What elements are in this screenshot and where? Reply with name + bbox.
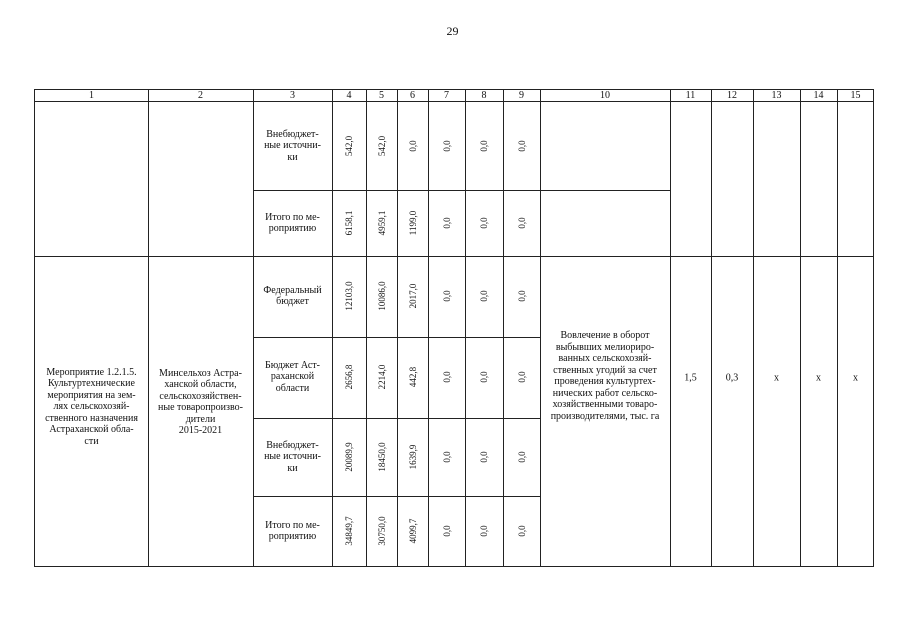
value-cell: 30750,0 xyxy=(376,516,387,546)
column-rule xyxy=(837,90,838,566)
column-header-6: 6 xyxy=(410,90,415,101)
source-label: Итого по ме- роприятию xyxy=(265,519,320,542)
column-header-5: 5 xyxy=(379,90,384,101)
value-cell: 0,0 xyxy=(479,371,489,383)
program-table xyxy=(34,89,874,567)
column-header-14: 14 xyxy=(813,90,824,101)
value-cell: 542,0 xyxy=(344,135,354,157)
value-cell: 0,0 xyxy=(479,451,489,463)
row-rule xyxy=(253,418,540,419)
value-cell: 0,0 xyxy=(407,140,418,152)
value-cell: 2656,8 xyxy=(344,364,354,390)
value-cell: 0,0 xyxy=(441,290,452,302)
name: Мероприятие 1.2.1.5. Культуртехнические мероприятия на зем- лях сельскохозяй- ственного назначения Астраханской обла- сти xyxy=(45,366,138,447)
value-cell: 0,0 xyxy=(441,217,452,229)
value-cell: 0,0 xyxy=(479,290,489,302)
column-rule xyxy=(540,90,541,566)
value-cell: 542,0 xyxy=(376,135,387,157)
column-header-8: 8 xyxy=(481,90,487,101)
indicator-value-c13: x xyxy=(774,372,779,384)
column-rule xyxy=(253,90,254,566)
column-header-4: 4 xyxy=(346,90,352,101)
column-rule xyxy=(503,90,504,566)
value-cell: 442,8 xyxy=(407,366,418,388)
value-cell: 10086,0 xyxy=(376,281,387,311)
value-cell: 0,0 xyxy=(441,451,452,463)
source-label: Внебюджет- ные источни- ки xyxy=(264,128,321,163)
indicator-value-c14: x xyxy=(816,372,821,384)
column-header-2: 2 xyxy=(198,90,203,101)
value-cell: 0,0 xyxy=(516,371,527,383)
value-cell: 0,0 xyxy=(479,217,489,229)
value-cell: 4959,1 xyxy=(376,210,387,236)
column-rule xyxy=(800,90,801,566)
value-cell: 0,0 xyxy=(441,140,452,152)
value-cell: 20089,9 xyxy=(344,442,354,472)
value-cell: 18450,0 xyxy=(376,442,387,472)
value-cell: 0,0 xyxy=(516,290,527,302)
source-label: Внебюджет- ные источни- ки xyxy=(264,439,321,474)
value-cell: 1639,9 xyxy=(407,444,418,470)
column-header-15: 15 xyxy=(850,90,861,101)
row-rule xyxy=(253,496,540,497)
value-cell: 0,0 xyxy=(441,525,452,537)
indicator-value-c12: 0,3 xyxy=(725,372,739,384)
value-cell: 34849,7 xyxy=(344,516,354,546)
value-cell: 2017,0 xyxy=(407,283,418,309)
column-rule xyxy=(753,90,754,566)
value-cell: 0,0 xyxy=(479,525,489,537)
column-header-12: 12 xyxy=(727,90,737,101)
indicator-value-c11: 1,5 xyxy=(684,372,697,384)
source-label: Бюджет Аст- раханской области xyxy=(265,359,320,394)
block-rule xyxy=(35,256,874,257)
column-header-13: 13 xyxy=(771,90,782,101)
row-rule xyxy=(540,190,670,191)
value-cell: 2214,0 xyxy=(376,364,387,390)
row-rule xyxy=(253,190,540,191)
value-cell: 4099,7 xyxy=(407,518,418,544)
column-header-3: 3 xyxy=(290,90,295,101)
column-rule xyxy=(332,90,333,566)
column-rule xyxy=(670,90,671,566)
value-cell: 6158,1 xyxy=(344,210,354,236)
value-cell: 0,0 xyxy=(479,140,489,152)
indicator: Вовлечение в оборот выбывших мелиориро- ванных сельскохозяй- ственных угодий за счет проведения культуртех- нических работ сельско- хозяйственными товаро- производителями, тыс. га xyxy=(550,330,660,422)
value-cell: 0,0 xyxy=(516,217,527,229)
column-header-11: 11 xyxy=(685,90,696,101)
indicator-value-c15: x xyxy=(853,372,858,384)
column-header-1: 1 xyxy=(89,90,94,101)
column-header-10: 10 xyxy=(600,90,610,101)
row-rule xyxy=(253,337,540,338)
column-rule xyxy=(711,90,712,566)
column-rule xyxy=(148,90,149,566)
value-cell: 1199,0 xyxy=(407,210,418,236)
value-cell: 0,0 xyxy=(441,371,452,383)
value-cell: 0,0 xyxy=(516,525,527,537)
value-cell: 12103,0 xyxy=(344,281,354,311)
column-rule xyxy=(465,90,466,566)
executor: Минсельхоз Астра- ханской области, сельскохозяйствен- ные товаропроизво- дители 2015-2021 xyxy=(158,367,243,436)
column-rule xyxy=(366,90,367,566)
source-label: Итого по ме- роприятию xyxy=(265,211,320,234)
column-header-9: 9 xyxy=(519,90,524,101)
column-rule xyxy=(428,90,429,566)
value-cell: 0,0 xyxy=(516,451,527,463)
source-label: Федеральный бюджет xyxy=(263,284,322,307)
value-cell: 0,0 xyxy=(516,140,527,152)
page-number: 29 xyxy=(446,24,459,38)
column-rule xyxy=(397,90,398,566)
column-header-7: 7 xyxy=(444,90,449,101)
